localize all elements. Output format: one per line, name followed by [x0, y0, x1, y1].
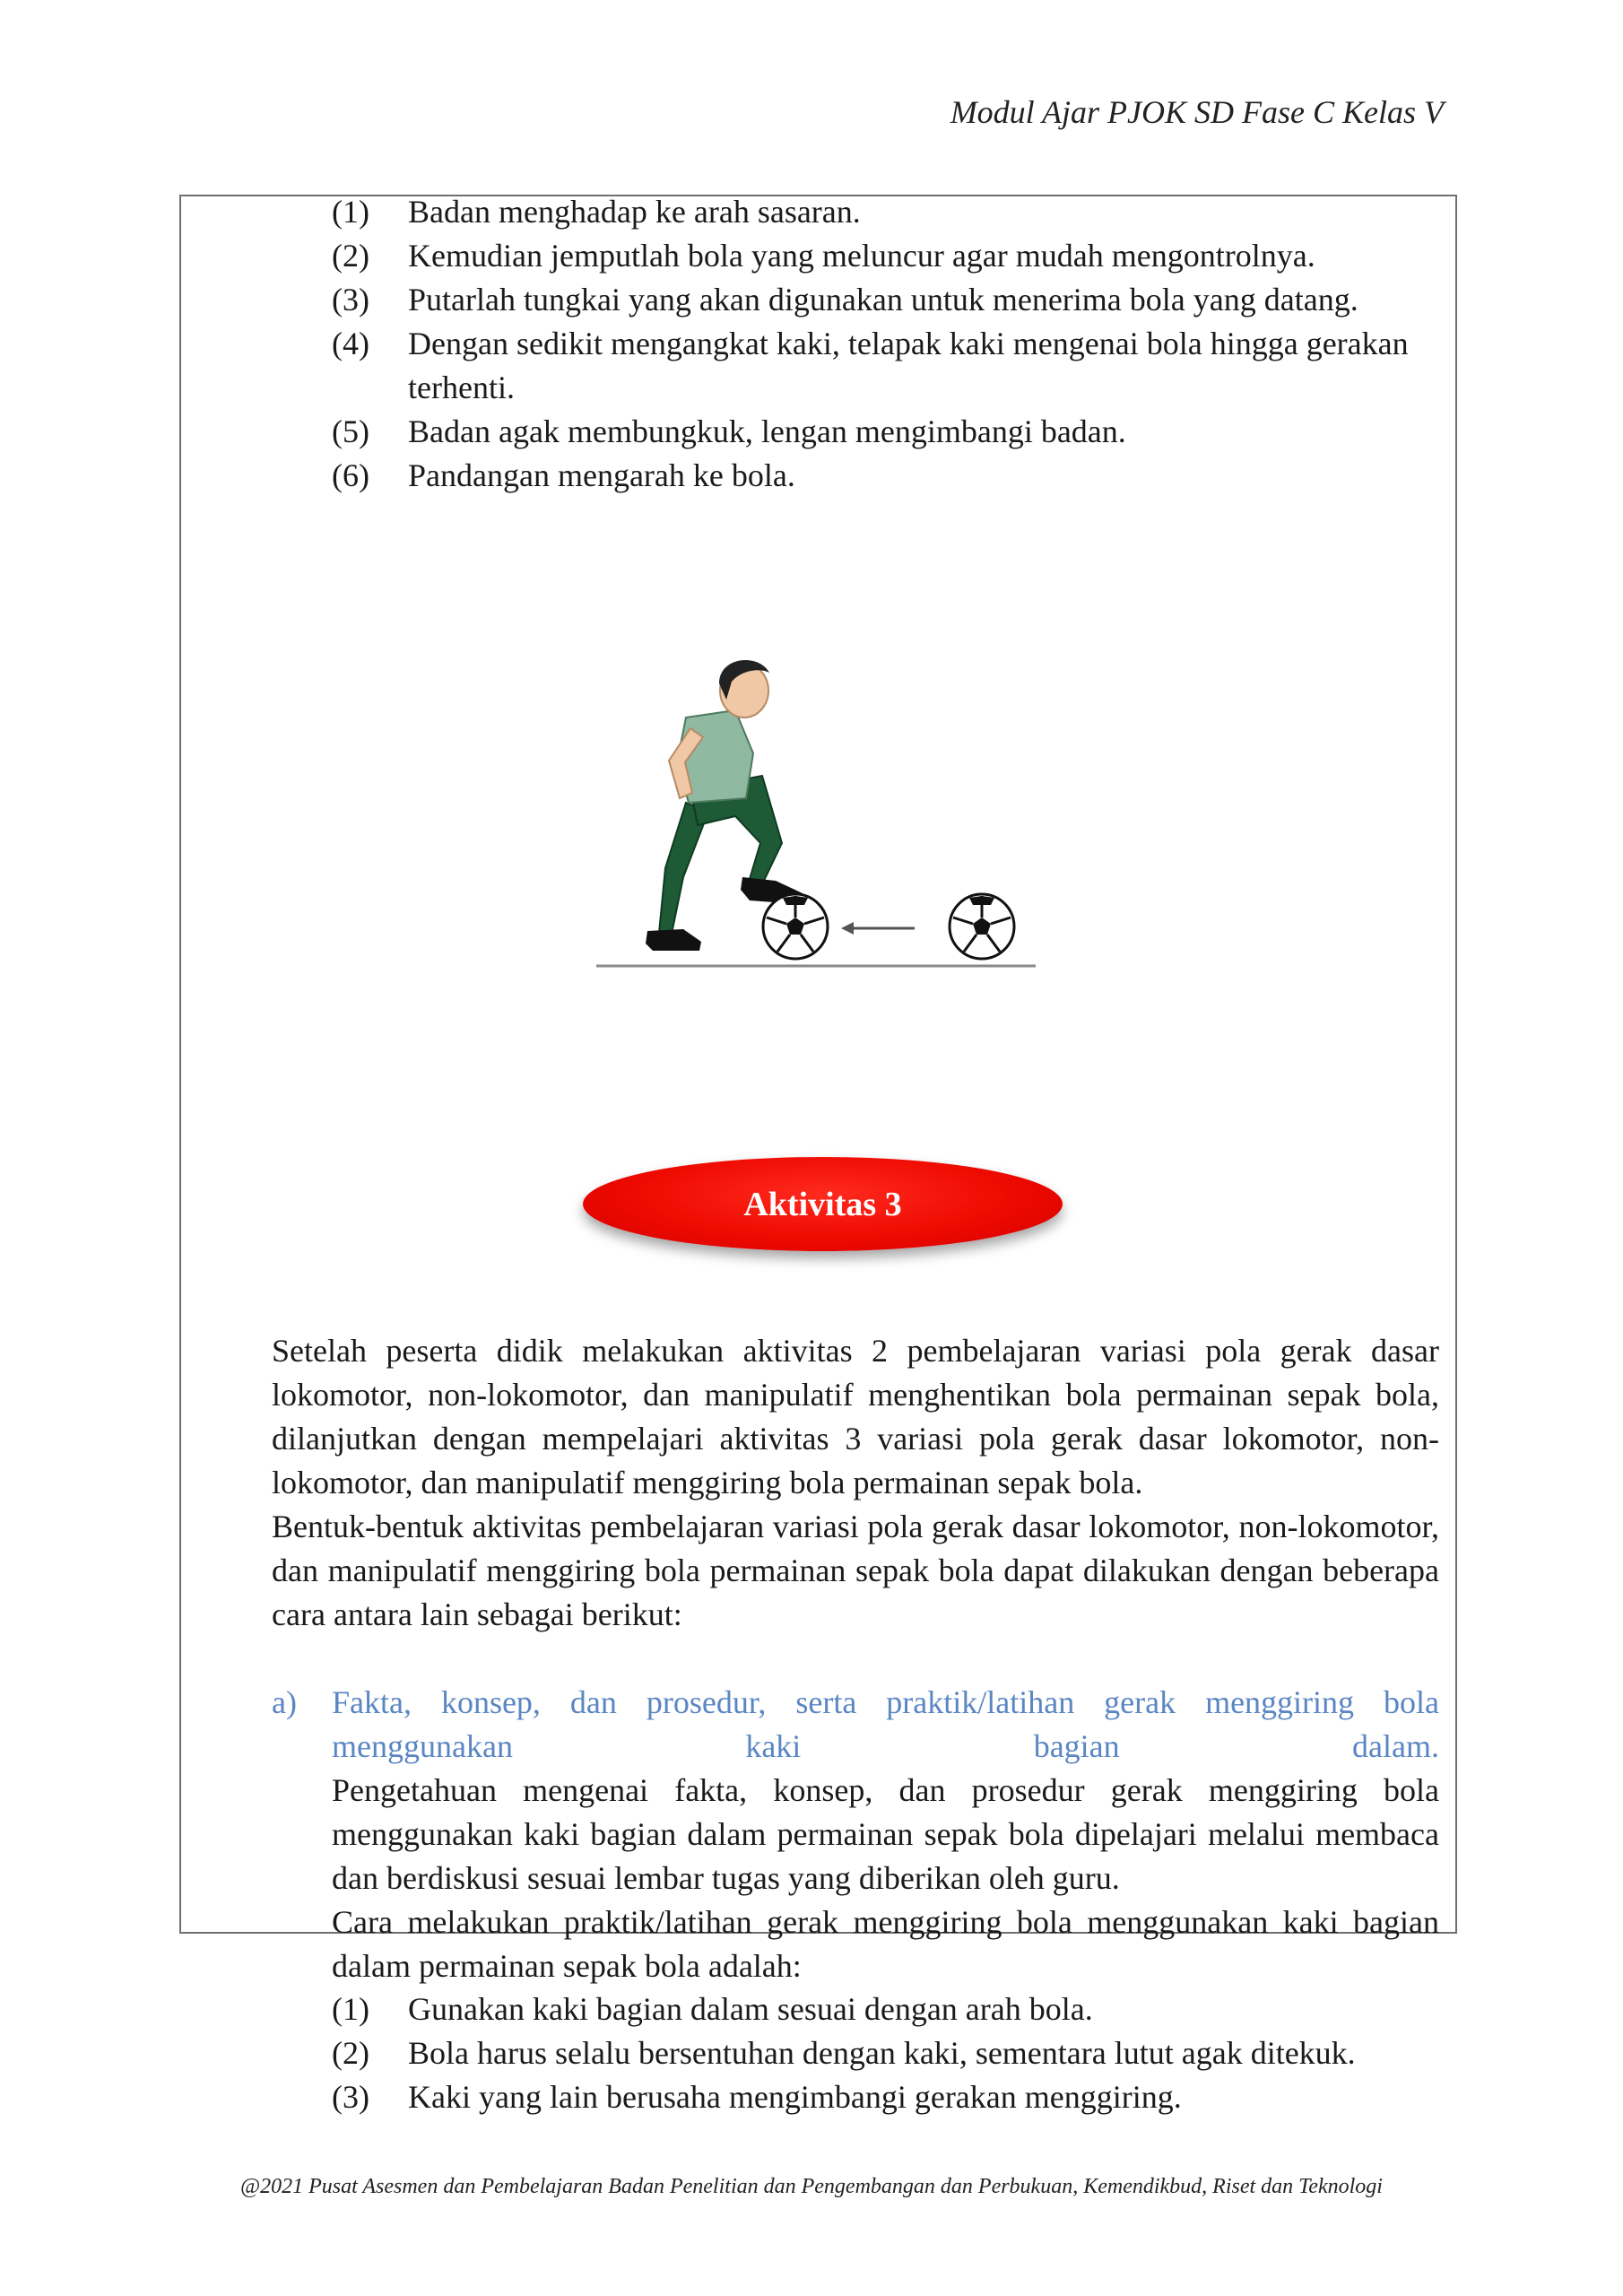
step-number: (2)	[332, 238, 369, 274]
section-title	[332, 1681, 1439, 1769]
steps-list-top	[332, 190, 1433, 498]
step-text: Badan menghadap ke arah sasaran.	[408, 194, 861, 230]
section-body-2: Cara melakukan praktik/latihan gerak menggiring bola menggunakan kaki bagian dalam permainan sepak bola adalah:	[332, 1904, 1439, 1984]
step-text: Putarlah tungkai yang akan digunakan untuk menerima bola yang datang.	[408, 282, 1358, 317]
list-item	[332, 190, 1433, 234]
back-shoe	[646, 929, 701, 951]
step-number: (1)	[332, 194, 369, 230]
step-text: Badan agak membungkuk, lengan mengimbangi badan.	[408, 413, 1126, 449]
list-item	[332, 454, 1433, 498]
step-number: (2)	[332, 2035, 369, 2071]
step-number: (4)	[332, 326, 369, 361]
page-header: Modul Ajar PJOK SD Fase C Kelas V	[950, 94, 1444, 130]
arrow-head	[841, 922, 854, 935]
steps-list-bottom	[332, 1987, 1439, 2119]
activities-paragraph: Bentuk-bentuk aktivitas pembelajaran variasi pola gerak dasar lokomotor, non-lokomotor, dan manipulatif menggiring bola permainan sepak bola dapat dilakukan dengan beberapa cara antara lain sebagai berikut:	[272, 1509, 1439, 1632]
ball-rolling	[950, 894, 1014, 959]
ball-under-foot	[763, 894, 828, 959]
intro-paragraph: Setelah peserta didik melakukan aktivitas 2 pembelajaran variasi pola gerak dasar lokomotor, non-lokomotor, dan manipulatif menghentikan bola permainan sepak bola, dilanjutkan dengan mempelajari aktivitas 3 variasi pola gerak dasar lokomotor, non-lokomotor, dan manipulatif menggiring bola permainan sepak bola.	[272, 1333, 1439, 1500]
stopping-ball-illustration	[583, 628, 1049, 1058]
section-title-line-1: Fakta, konsep, dan prosedur, serta praktik/latihan gerak menggiring bola	[332, 1684, 1439, 1720]
page-footer: @2021 Pusat Asesmen dan Pembelajaran Badan Penelitian dan Pengembangan dan Perbukuan, Kemendikbud, Riset dan Teknologi	[240, 2175, 1383, 2198]
step-number: (3)	[332, 2079, 369, 2115]
list-item	[332, 322, 1433, 410]
step-number: (1)	[332, 1991, 369, 2027]
list-item	[332, 2031, 1439, 2075]
step-text: Bola harus selalu bersentuhan dengan kaki, sementara lutut agak ditekuk.	[408, 2035, 1356, 2071]
list-item	[332, 410, 1433, 454]
section-marker: a)	[272, 1684, 297, 1720]
list-item	[332, 1987, 1439, 2031]
step-number: (6)	[332, 457, 369, 493]
step-text: Pandangan mengarah ke bola.	[408, 457, 795, 493]
section-title-line-2: menggunakan kaki bagian dalam.	[332, 1728, 1439, 1764]
step-text: Kemudian jemputlah bola yang meluncur agar mudah mengontrolnya.	[408, 238, 1315, 274]
list-item	[332, 2075, 1439, 2119]
step-number: (3)	[332, 282, 369, 317]
activity-label: Aktivitas 3	[743, 1185, 902, 1223]
step-text: Gunakan kaki bagian dalam sesuai dengan arah bola.	[408, 1991, 1093, 2027]
activity-badge	[583, 1157, 1063, 1251]
step-text: Dengan sedikit mengangkat kaki, telapak kaki mengenai bola hingga gerakan terhenti.	[408, 326, 1409, 405]
step-number: (5)	[332, 413, 369, 449]
section-body-1: Pengetahuan mengenai fakta, konsep, dan prosedur gerak menggiring bola menggunakan kaki bagian dalam permainan sepak bola dipelajari melalui membaca dan berdiskusi sesuai lembar tugas yang diberikan oleh guru.	[332, 1772, 1439, 1896]
list-item	[332, 234, 1433, 278]
section-a	[272, 1681, 1439, 1988]
list-item	[332, 278, 1433, 322]
step-text: Kaki yang lain berusaha mengimbangi gerakan menggiring.	[408, 2079, 1182, 2115]
